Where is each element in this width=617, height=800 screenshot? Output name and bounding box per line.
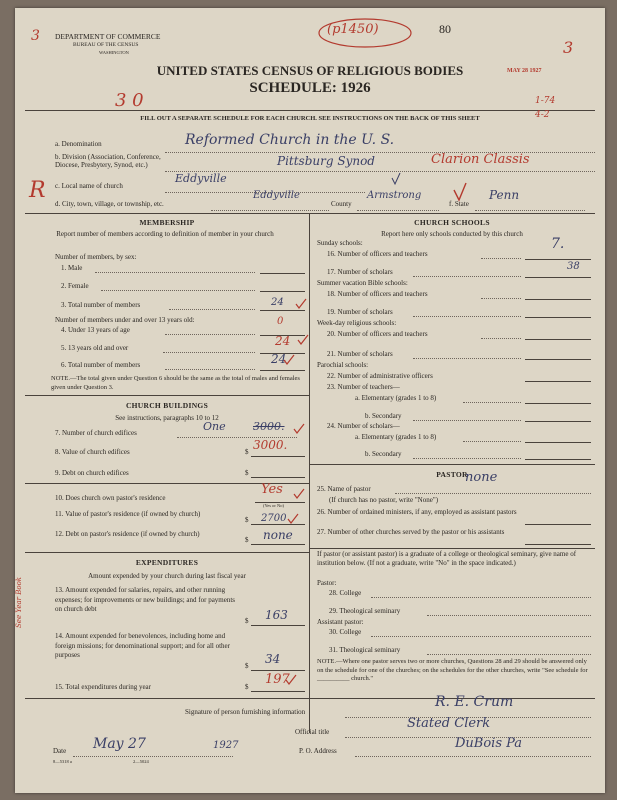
margin-note: See Year Book — [15, 576, 23, 628]
q31-label: 31. Theological seminary — [329, 646, 401, 654]
received-stamp: MAY 28 1927 — [507, 68, 542, 74]
right-number-1: 1-74 — [535, 96, 556, 106]
q27-label: 27. Number of other churches served by the pastor or his assistants — [317, 528, 505, 536]
buildings-subtitle: See instructions, paragraphs 10 to 12 — [115, 414, 219, 422]
sunday-schools-label: Sunday schools: — [317, 239, 363, 247]
pastor-title: PASTOR — [436, 470, 468, 479]
q6-value: 24 — [271, 352, 287, 366]
q2-label: 2. Female — [61, 282, 89, 290]
checkmark-icon — [287, 513, 299, 525]
assistant-pastor-sublabel: Assistant pastor: — [317, 618, 364, 626]
q24b-label: b. Secondary — [365, 450, 402, 458]
official-title-label: Official title — [295, 728, 330, 736]
q7-label: 7. Number of church edifices — [55, 429, 137, 437]
membership-title: MEMBERSHIP — [139, 218, 195, 227]
q19-label: 19. Number of scholars — [327, 308, 393, 316]
q30-label: 30. College — [329, 628, 362, 636]
q17-label: 17. Number of scholars — [327, 268, 393, 276]
schools-title: CHURCH SCHOOLS — [414, 218, 490, 227]
q15-label: 15. Total expenditures during year — [55, 683, 151, 691]
membership-intro: Report number of members according to definition of member in your church — [56, 230, 274, 238]
official-title-value: Stated Clerk — [407, 716, 491, 731]
q24a-label: a. Elementary (grades 1 to 8) — [355, 433, 437, 441]
local-name-label: c. Local name of church — [55, 182, 123, 190]
checkmark-icon — [293, 423, 305, 435]
q10-value: Yes — [261, 482, 283, 497]
checkmark-icon — [391, 172, 401, 186]
q14-value: 34 — [265, 652, 281, 666]
q1-label: 1. Male — [61, 264, 83, 272]
r-mark: R — [29, 178, 46, 203]
q29-label: 29. Theological seminary — [329, 607, 401, 615]
expenditures-title: EXPENDITURES — [135, 558, 199, 567]
print-code: 2—5024 — [133, 759, 149, 764]
dept-label: DEPARTMENT OF COMMERCE — [55, 32, 161, 41]
q14-label: 14. Amount expended for benevolences, including home and foreign missions; for denominational support; and for all other purposes — [55, 632, 230, 659]
q21-label: 21. Number of scholars — [327, 350, 393, 358]
q16-value: 7. — [551, 236, 565, 252]
local-name-value: Eddyville — [175, 172, 227, 185]
q7-value: One — [203, 420, 226, 433]
q8-value: 3000. — [253, 438, 288, 452]
state-value: Penn — [489, 188, 520, 202]
q16-label: 16. Number of officers and teachers — [327, 250, 428, 258]
q5-label: 5. 13 years old and over — [61, 344, 129, 352]
left-number: 3 0 — [115, 90, 144, 111]
q11-value: 2700 — [261, 513, 287, 524]
summer-schools-label: Summer vacation Bible schools: — [317, 279, 408, 287]
q10-hint: (Yes or No) — [263, 503, 285, 508]
q9-label: 9. Debt on church edifices — [55, 469, 129, 477]
q12-label: 12. Debt on pastor's residence (if owned by church) — [55, 530, 200, 538]
membership-note: NOTE.—The total given under Question 6 should be the same as the total of males and females given under Question 3. — [51, 375, 300, 391]
q26-label: 26. Number of ordained ministers, if any, employed as assistant pastors — [317, 508, 517, 516]
state-label: f. State — [449, 200, 469, 208]
q25-value: none — [465, 470, 498, 485]
q3-value: 24 — [271, 297, 284, 308]
q4-label: 4. Under 13 years of age — [61, 326, 130, 334]
weekday-schools-label: Week-day religious schools: — [317, 319, 397, 327]
date-label: Date — [53, 747, 67, 755]
division-extra: Clarion Classis — [431, 152, 530, 167]
census-schedule-sheet: DEPARTMENT OF COMMERCE BUREAU OF THE CENSUS WASHINGTON UNITED STATES CENSUS OF RELIGIOUS BODIES SCHEDULE: 1926 80 MAY 28 1927 FILL OUT A SEPARATE SCHEDULE FOR EACH CHURCH. SEE INSTRUCTIONS ON THE BACK OF THIS SHEET 3 3 (p1450) 3 0 1-74 4-2 R See Year Book a. Denomination Reformed Church in the U. S. b. Division (Association, Conference, Diocese, Presbytery, Synod, etc.) Pittsburg Synod Clarion Classis c. Local name of church Eddyville d. City, town, village, or township, etc. Eddyville County Armstrong f. State Penn MEMBERSHIP Report number of members according to definition of member in your church Number of members, by sex: 1. Male 2. Female 3. Total number of members 24 Number of members under and over 13 years old: 4. Under 13 years of age 0 5. 13 years old and over 24 6. Total number of members 24 NOTE.—The total given under Question 6 should be the same as the total of males and females given under Question 3. CHURCH BUILDINGS See instructions, paragraphs 10 to 12 7. Number of church edifices One 3000. 8. Value of church edifices $ 3000. 9. Debt on church edifices $ 10. Does church own pastor's residence Yes (Yes or No) 11. Value of pastor's residence (if owned by church) $ 2700 12. Debt on pastor's residence (if owned by church) $ none EXPENDITURES Amount expended by your church during last fiscal year 13. Amount expended for salaries, repairs, and other running expenses; for improvements or new buildings; and for payments on church debt $ 163 14. Amount expended for benevolences, including home and foreign missions; for denominational support; and for all other purposes $ 34 15. Total expenditures during year $ 197 CHURCH SCHOOLS Report here only schools conducted by this church Sunday schools: 16. Number of officers and teachers 7. 17. Number of scholars 38 Summer vacation Bible schools: 18. Number of officers and teachers 19. Number of scholars Week-day religious schools: 20. Number of officers and teachers 21. Number of scholars Parochial schools: 22. Number of administrative officers 23. Number of teachers— a. Elementary (grades 1 to 8) b. Secondary 24. Number of scholars— a. Elementary (grades 1 to 8) b. Secondary PASTOR 25. Name of pastor none (If church has no pastor, write "None") 26. Number of ordained ministers, if any, employed as assistant pastors 27. Number of other churches served by the pastor or his assistants If pastor (or assistant pastor) is a graduate of a college or theological seminary, give name of institution below. (If not a graduate, write "No" in the space indicated.) Pastor: 28. College 29. Theological seminary Assistant pastor: 30. College 31. Theological seminary NOTE.—Where one pastor serves two or more churches, Questions 28 and 29 should be answered only on the schedule for one of the churches; on the schedules for the other churches, write "See schedule for __________ church." Signature of person furnishing information R. E. Crum Official title Stated Clerk Date May 27 1927 P. O. Address DuBois Pa 8—5318 a 2—5024 — [15, 8, 605, 793]
q11-label: 11. Value of pastor's residence (if owned by church) — [55, 510, 201, 518]
parochial-schools-label: Parochial schools: — [317, 361, 369, 369]
form-subtitle: SCHEDULE: 1926 — [249, 80, 371, 96]
signature-value: R. E. Crum — [435, 694, 514, 710]
q8-label: 8. Value of church edifices — [55, 448, 130, 456]
members-by-sex-label: Number of members, by sex: — [55, 253, 137, 261]
schools-intro: Report here only schools conducted by this church — [381, 230, 523, 238]
q7-struck-value: 3000. — [253, 420, 285, 433]
circled-number: (p1450) — [327, 22, 379, 37]
q20-label: 20. Number of officers and teachers — [327, 330, 428, 338]
year-value: 1927 — [213, 740, 239, 751]
graduate-intro: If pastor (or assistant pastor) is a graduate of a college or theological seminary, give name of institution below. (If not a graduate, write "No" in the space indicated.) — [317, 550, 577, 567]
q4-value: 0 — [277, 316, 284, 327]
city-label: WASHINGTON — [99, 50, 129, 55]
form-code: 8—5318 a — [53, 759, 72, 764]
q23a-label: a. Elementary (grades 1 to 8) — [355, 394, 437, 402]
buildings-title: CHURCH BUILDINGS — [125, 401, 209, 410]
bureau-label: BUREAU OF THE CENSUS — [73, 42, 139, 48]
corner-mark-left: 3 — [31, 28, 40, 44]
q13-label: 13. Amount expended for salaries, repairs, and other running expenses; for improvements or new buildings; and for payments on church debt — [55, 586, 236, 613]
form-number: 80 — [439, 22, 451, 36]
checkmark-icon — [285, 674, 297, 686]
right-number-2: 4-2 — [535, 110, 550, 120]
age-intro: Number of members under and over 13 years old: — [55, 316, 195, 324]
city-value: Eddyville — [253, 190, 300, 201]
q25-hint: (If church has no pastor, write "None") — [329, 496, 439, 504]
signature-label: Signature of person furnishing information — [185, 708, 306, 716]
q23-label: 23. Number of teachers— — [327, 383, 400, 391]
denomination-value: Reformed Church in the U. S. — [185, 132, 395, 148]
q22-label: 22. Number of administrative officers — [327, 372, 433, 380]
address-value: DuBois Pa — [455, 736, 523, 751]
q17-value: 38 — [567, 261, 580, 272]
checkmark-icon — [297, 334, 309, 346]
corner-mark-right: 3 — [563, 38, 574, 57]
q3-label: 3. Total number of members — [61, 301, 141, 309]
address-label: P. O. Address — [299, 747, 337, 755]
q24-label: 24. Number of scholars— — [327, 422, 400, 430]
division-value: Pittsburg Synod — [277, 154, 375, 168]
checkmark-icon — [453, 182, 467, 202]
checkmark-icon — [295, 298, 307, 310]
q6-label: 6. Total number of members — [61, 361, 141, 369]
q23b-label: b. Secondary — [365, 412, 402, 420]
q28-label: 28. College — [329, 589, 362, 597]
county-label: County — [331, 200, 352, 208]
q12-value: none — [263, 528, 293, 542]
division-label: b. Division (Association, Conference, Diocese, Presbytery, Synod, etc.) — [55, 153, 161, 169]
q18-label: 18. Number of officers and teachers — [327, 290, 428, 298]
pastor-note: NOTE.—Where one pastor serves two or more churches, Questions 28 and 29 should be answered only on the schedule for one of the churches; on the schedules for the other churches, write "See schedule for __________ church." — [317, 658, 588, 682]
q15-value: 197 — [265, 672, 290, 687]
q5-value: 24 — [275, 334, 291, 348]
pastor-sublabel: Pastor: — [317, 579, 337, 587]
q10-label: 10. Does church own pastor's residence — [55, 494, 166, 502]
q25-label: 25. Name of pastor — [317, 485, 371, 493]
circle-mark-icon — [315, 16, 415, 50]
denomination-label: a. Denomination — [55, 140, 102, 148]
checkmark-icon — [293, 488, 305, 500]
form-title: UNITED STATES CENSUS OF RELIGIOUS BODIES — [156, 63, 464, 78]
q13-value: 163 — [265, 608, 288, 622]
expenditures-subtitle: Amount expended by your church during last fiscal year — [88, 572, 246, 580]
county-value: Armstrong — [367, 190, 422, 201]
date-value: May 27 — [93, 736, 146, 752]
instruction-line: FILL OUT A SEPARATE SCHEDULE FOR EACH CHURCH. SEE INSTRUCTIONS ON THE BACK OF THIS SHEET — [140, 115, 480, 122]
checkmark-icon — [283, 354, 295, 366]
city-label: d. City, town, village, or township, etc. — [55, 200, 164, 208]
